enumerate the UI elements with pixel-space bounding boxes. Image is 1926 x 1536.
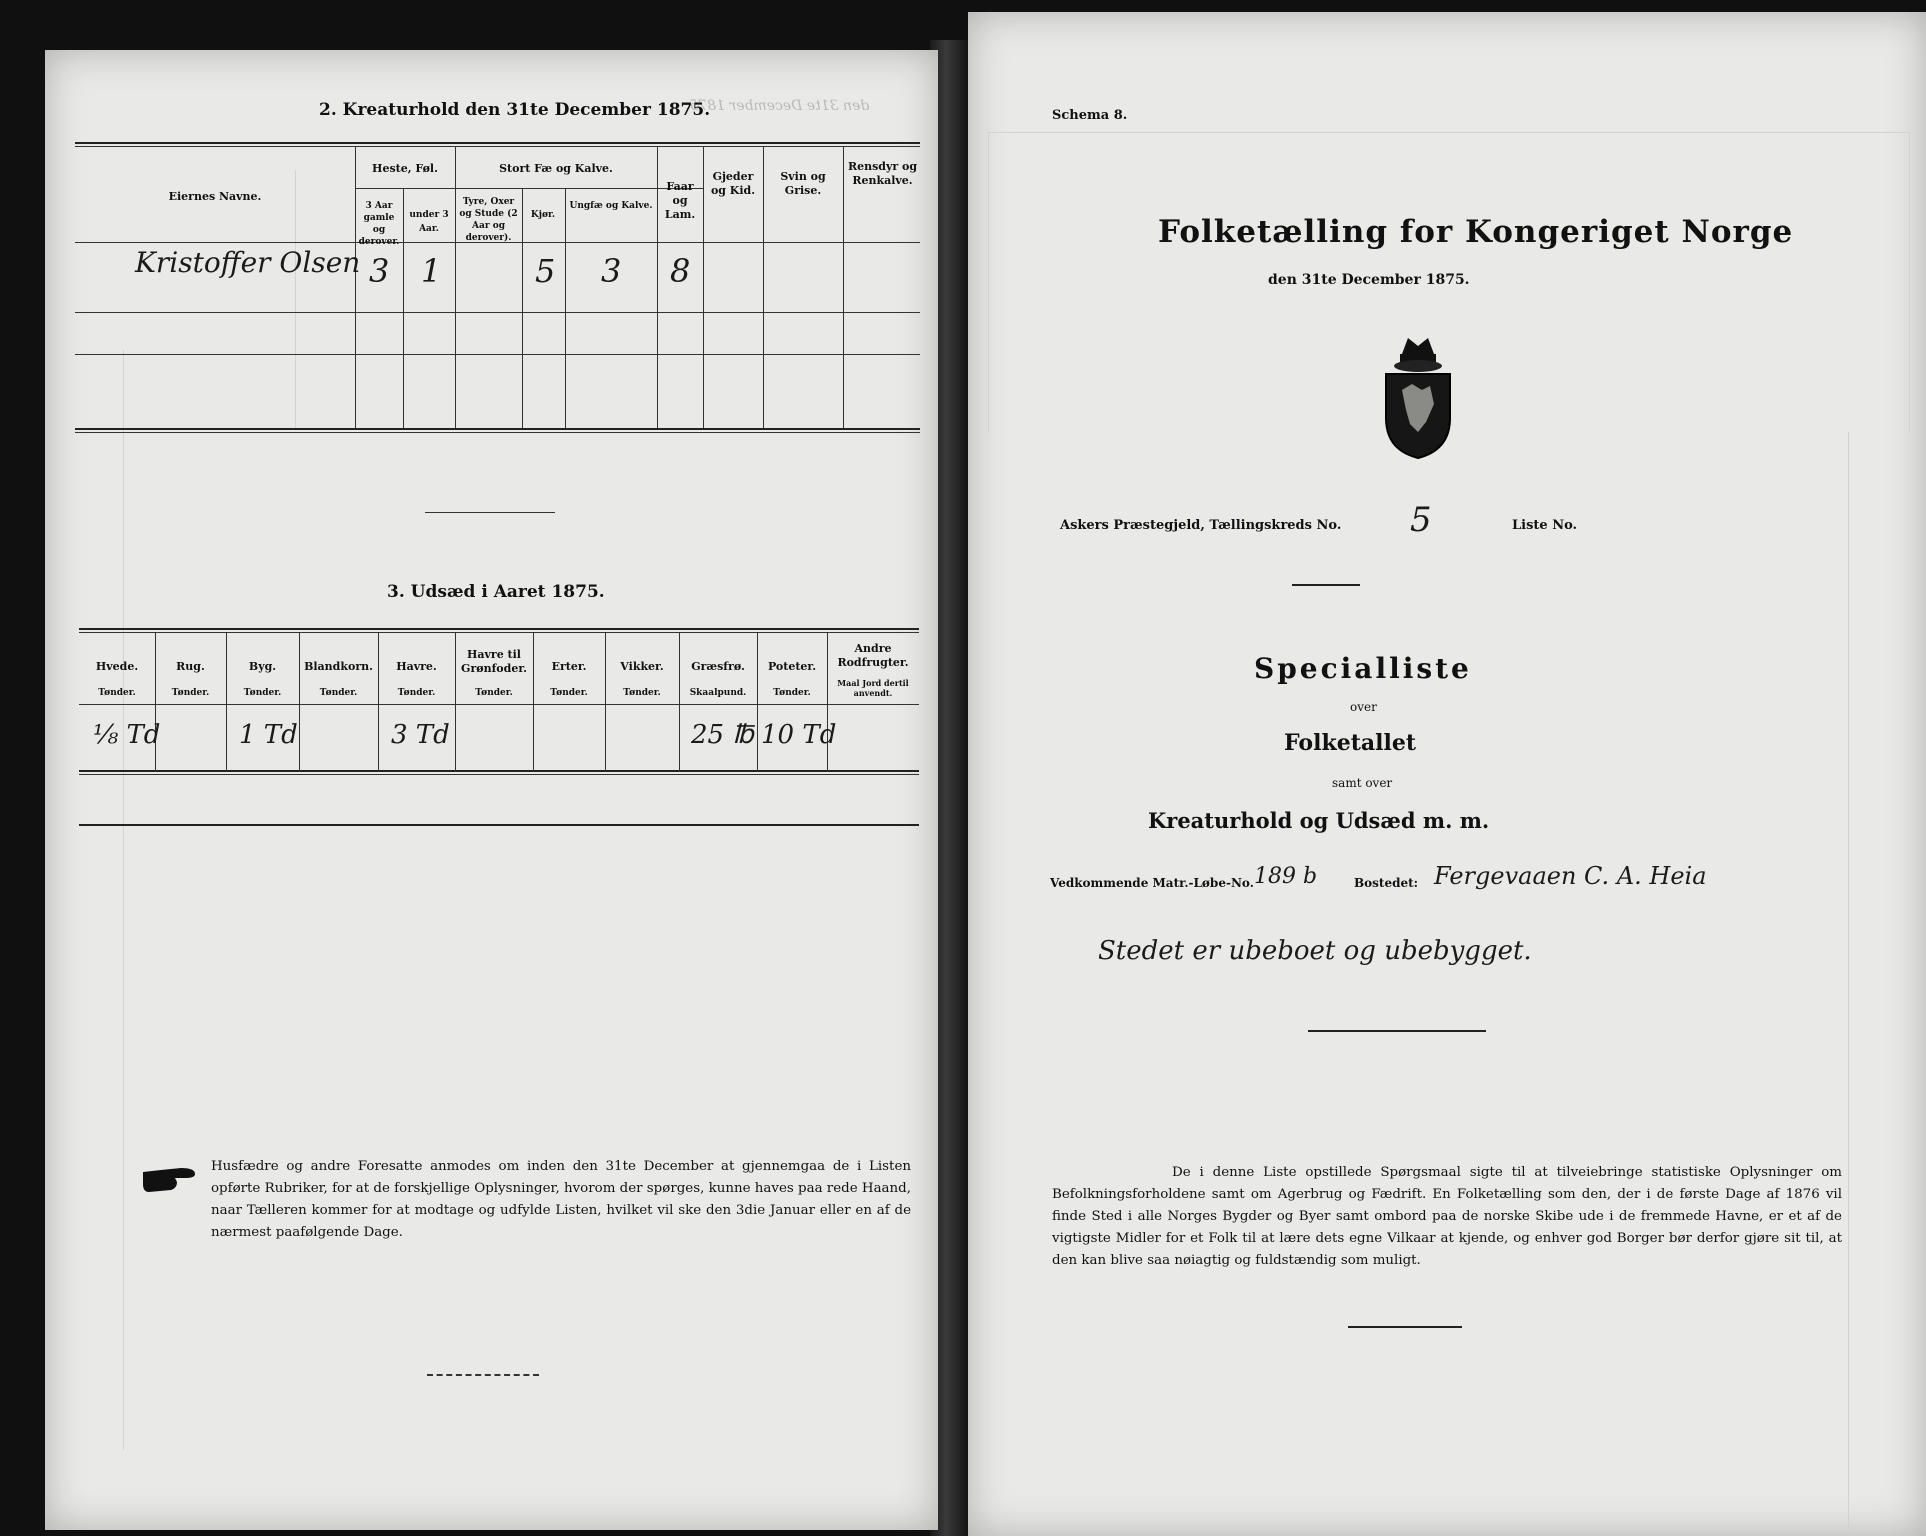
- header-reindeer: Rensdyr og Renkalve.: [847, 160, 918, 187]
- bostedet-label: Bostedet:: [1354, 876, 1419, 890]
- value-horse-old: 3: [369, 252, 390, 290]
- seed-header-byg: Byg.: [248, 660, 277, 673]
- seed-value-graesfro: 25 ℔: [691, 720, 754, 750]
- header-pigs: Svin og Grise.: [780, 170, 826, 197]
- header-owner-name: Eiernes Navne.: [168, 190, 262, 203]
- kreds-number: 5: [1410, 500, 1432, 540]
- seed-value-byg: 1 Td: [239, 720, 298, 750]
- folketallet-title: Folketallet: [1284, 730, 1416, 756]
- census-date: den 31te December 1875.: [1268, 272, 1470, 288]
- seed-header-graesfro: Græsfrø.: [691, 660, 745, 673]
- seed-header-blandkorn: Blandkorn.: [304, 660, 373, 673]
- seed-table-bottom: [79, 770, 919, 772]
- samt-over-text: samt over: [1332, 776, 1393, 790]
- seed-unit-graesfro: Skaalpund.: [689, 688, 747, 698]
- bleed-through-column-2: [165, 170, 296, 430]
- title-divider: [1292, 584, 1360, 586]
- seed-unit-rug: Tønder.: [171, 688, 210, 698]
- info-paragraph: De i denne Liste opstillede Spørgsmaal sigte til at tilveiebringe statistiske Oplysninger om Befolkningsforholdene samt om Agerbrug og Fædrift. En Folketælling som den, der i de første Dage af 1876 vil finde Sted i alle Norges Bygder og Byer samt ombord paa de norske Skibe ude i de fremmede Havne, er et af de vigtigste Midler for et Folk til at lære dets egne Vilkaar at kjende, og enhver god Borger bør derfor gjøre sit til, at den kan blive saa nøiagtig og fuldstændig som muligt.: [1052, 1165, 1842, 1268]
- seed-header-havre-gronfoder: Havre til Grønfoder.: [461, 648, 527, 675]
- parish-label: Askers Præstegjeld, Tællingskreds No.: [1060, 518, 1342, 533]
- matr-value: 189 b: [1254, 864, 1318, 889]
- value-cows: 5: [535, 252, 556, 290]
- seed-header-andre: Andre Rodfrugter.: [837, 642, 909, 669]
- livestock-table-bottom: [75, 428, 920, 430]
- seed-unit-hvede: Tønder.: [98, 688, 136, 698]
- header-goats: Gjeder og Kid.: [710, 170, 756, 197]
- divider-rule: [425, 512, 555, 513]
- handwritten-note: Stedet er ubeboet og ubebygget.: [1098, 936, 1532, 966]
- header-bulls: Tyre, Oxer og Stude (2 Aar og derover).: [459, 197, 518, 243]
- pointing-hand-icon: [141, 1162, 197, 1198]
- page-rule-left: [79, 824, 919, 826]
- header-cows: Kjør.: [530, 210, 556, 220]
- seed-unit-vikker: Tønder.: [623, 688, 661, 698]
- seed-unit-poteter: Tønder.: [773, 688, 811, 698]
- liste-label: Liste No.: [1512, 518, 1578, 533]
- value-young-cattle: 3: [601, 252, 622, 290]
- seed-unit-havre: Tønder.: [397, 688, 436, 698]
- matr-label: Vedkommende Matr.-Løbe-No.: [1050, 876, 1254, 890]
- kreaturhold-title: Kreaturhold og Udsæd m. m.: [1148, 808, 1490, 833]
- header-horse-young: under 3 Aar.: [409, 210, 449, 234]
- schema-label: Schema 8.: [1052, 108, 1128, 123]
- section-2-title: 2. Kreaturhold den 31te December 1875.: [319, 100, 711, 120]
- header-young-cattle: Ungfæ og Kalve.: [569, 201, 653, 211]
- header-sheep: Faar og Lam.: [664, 180, 696, 221]
- left-page: [45, 50, 938, 1530]
- seed-header-havre: Havre.: [396, 660, 437, 673]
- specialliste-title: Specialliste: [1254, 652, 1472, 685]
- bottom-ornament: [427, 1374, 539, 1376]
- seed-value-poteter: 10 Td: [761, 720, 837, 750]
- bleed-through-header: den 31te December 1875.: [685, 98, 870, 114]
- seed-unit-blandkorn: Tønder.: [319, 688, 358, 698]
- owner-name: Kristoffer Olsen: [135, 246, 361, 279]
- note-divider: [1308, 1030, 1486, 1032]
- seed-unit-havre-gronfoder: Tønder.: [475, 688, 513, 698]
- bleed-through-column: [53, 350, 124, 1450]
- seed-table-top: [79, 628, 919, 630]
- header-cattle: Stort Fæ og Kalve.: [499, 162, 613, 175]
- right-page: [968, 12, 1926, 1536]
- bleed-through-grid-2: [1848, 432, 1909, 1532]
- value-sheep: 8: [670, 252, 691, 290]
- seed-header-vikker: Vikker.: [620, 660, 664, 673]
- seed-value-havre: 3 Td: [391, 720, 450, 750]
- value-horse-young: 1: [421, 252, 442, 290]
- seed-header-hvede: Hvede.: [95, 660, 139, 673]
- over-text-1: over: [1350, 700, 1377, 714]
- bottom-divider: [1348, 1326, 1462, 1328]
- seed-unit-byg: Tønder.: [243, 688, 282, 698]
- bostedet-value: Fergevaaen C. A. Heia: [1434, 862, 1707, 890]
- main-title: Folketælling for Kongeriget Norge: [1158, 214, 1794, 250]
- seed-value-hvede: ⅛ Td: [93, 720, 161, 750]
- seed-unit-erter: Tønder.: [550, 688, 588, 698]
- coat-of-arms-icon: [1372, 332, 1464, 460]
- section-3-title: 3. Udsæd i Aaret 1875.: [387, 582, 605, 602]
- livestock-table-top: [75, 142, 920, 144]
- seed-unit-andre: Maal Jord dertil anvendt.: [837, 678, 909, 698]
- seed-header-rug: Rug.: [176, 660, 205, 673]
- notice-text: Husfædre og andre Foresatte anmodes om inden den 31te December at gjennemgaa de i Listen opførte Rubriker, for at de forskjellige Oplysninger, hvorom der spørges, kunne haves paa rede Haand, naar Tælleren kommer for at modtage og udfylde Listen, hvilket vil ske den 3die Januar eller en af de nærmest paafølgende Dage.: [211, 1159, 911, 1240]
- seed-header-poteter: Poteter.: [767, 660, 817, 673]
- seed-header-erter: Erter.: [551, 660, 587, 673]
- header-horse-old: 3 Aar gamle og derover.: [358, 201, 400, 247]
- header-horses: Heste, Føl.: [372, 162, 438, 175]
